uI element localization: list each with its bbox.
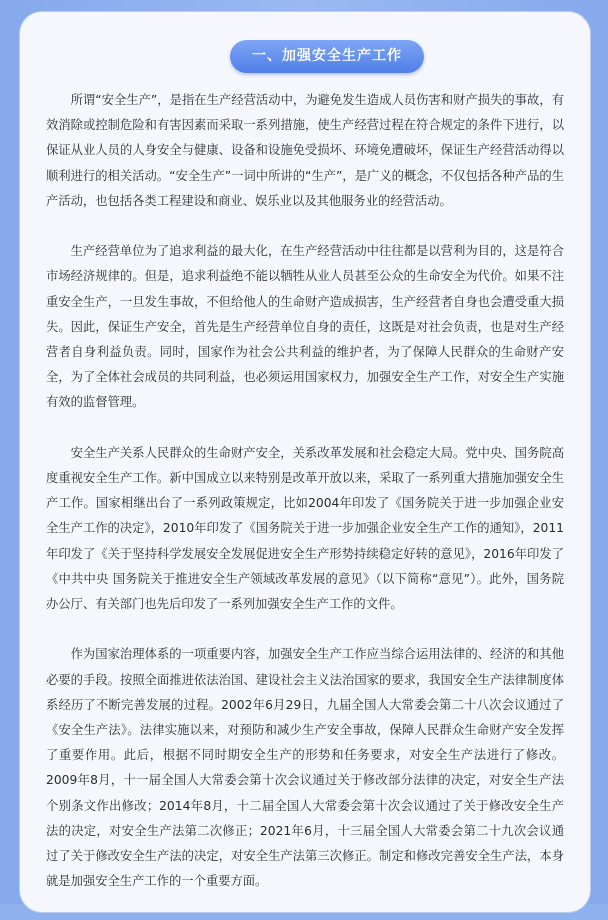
paragraph: 安全生产关系人民群众的生命财产安全，关系改革发展和社会稳定大局。党中央、国务院高度重视安全生产工作。新中国成立以来特别是改革开放以来，采取了一系列重大措施加强安全生产工作。国家相继出台了一系列政策规定，比如2004年印发了《国务院关于进一步加强企业安全生产工作的决定》，2010年印发了《国务院关于进一步加强企业安全生产工作的通知》，2011年印发了《关于坚持科学发展安全发展促进安全生产形势持续稳定好转的意见》，2016年印发了《中共中央 国务院关于推进安全生产领域改革发展的意见》（以下简称“意见”）。此外，国务院办公厅、有关部门也先后印发了一系列加强安全生产工作的文件。 <box>46 445 564 612</box>
paragraph: 所谓“安全生产”，是指在生产经营活动中，为避免发生造成人员伤害和财产损失的事故，有效消除或控制危险和有害因素而采取一系列措施，使生产经营过程在符合规定的条件下进行，以保证从业人员的人身安全与健康、设备和设施免受损坏、环境免遭破坏，保证生产经营活动得以顺利进行的相关活动。“安全生产”一词中所讲的“生产”，是广义的概念，不仅包括各种产品的生产活动，也包括各类工程建设和商业、娱乐业以及其他服务业的经营活动。 <box>46 93 564 208</box>
article-body <box>46 88 564 920</box>
section-title: 一、加强安全生产工作 <box>230 40 424 73</box>
content-card <box>20 12 590 912</box>
paragraph: 作为国家治理体系的一项重要内容，加强安全生产工作应当综合运用法律的、经济的和其他必要的手段。按照全面推进依法治国、建设社会主义法治国家的要求，我国安全生产法律制度体系经历了不断完善发展的过程。2002年6月29日，九届全国人大常委会第二十八次会议通过了《安全生产法》。法律实施以来，对预防和减少生产安全事故，保障人民群众生命财产安全发挥了重要作用。此后，根据不同时期安全生产的形势和任务要求，对安全生产法进行了修改。2009年8月，十一届全国人大常委会第十次会议通过关于修改部分法律的决定，对安全生产法个别条文作出修改；2014年8月，十二届全国人大常委会第十次会议通过了关于修改安全生产法的决定，对安全生产法第二次修正；2021年6月，十三届全国人大常委会第二十九次会议通过了关于修改安全生产法的决定，对安全生产法第三次修正。制定和修改完善安全生产法，本身就是加强安全生产工作的一个重要方面。 <box>46 647 564 889</box>
paragraph: 生产经营单位为了追求利益的最大化，在生产经营活动中往往都是以营利为目的，这是符合市场经济规律的。但是，追求利益绝不能以牺牲从业人员甚至公众的生命安全为代价。如果不注重安全生产，一旦发生事故，不但给他人的生命财产造成损害，生产经营者自身也会遭受重大损失。因此，保证生产安全，首先是生产经营单位自身的责任，这既是对社会负责，也是对生产经营者自身利益负责。同时，国家作为社会公共利益的维护者，为了保障人民群众的生命财产安全，为了全体社会成员的共同利益，也必须运用国家权力，加强安全生产工作，对安全生产实施有效的监督管理。 <box>46 244 564 410</box>
